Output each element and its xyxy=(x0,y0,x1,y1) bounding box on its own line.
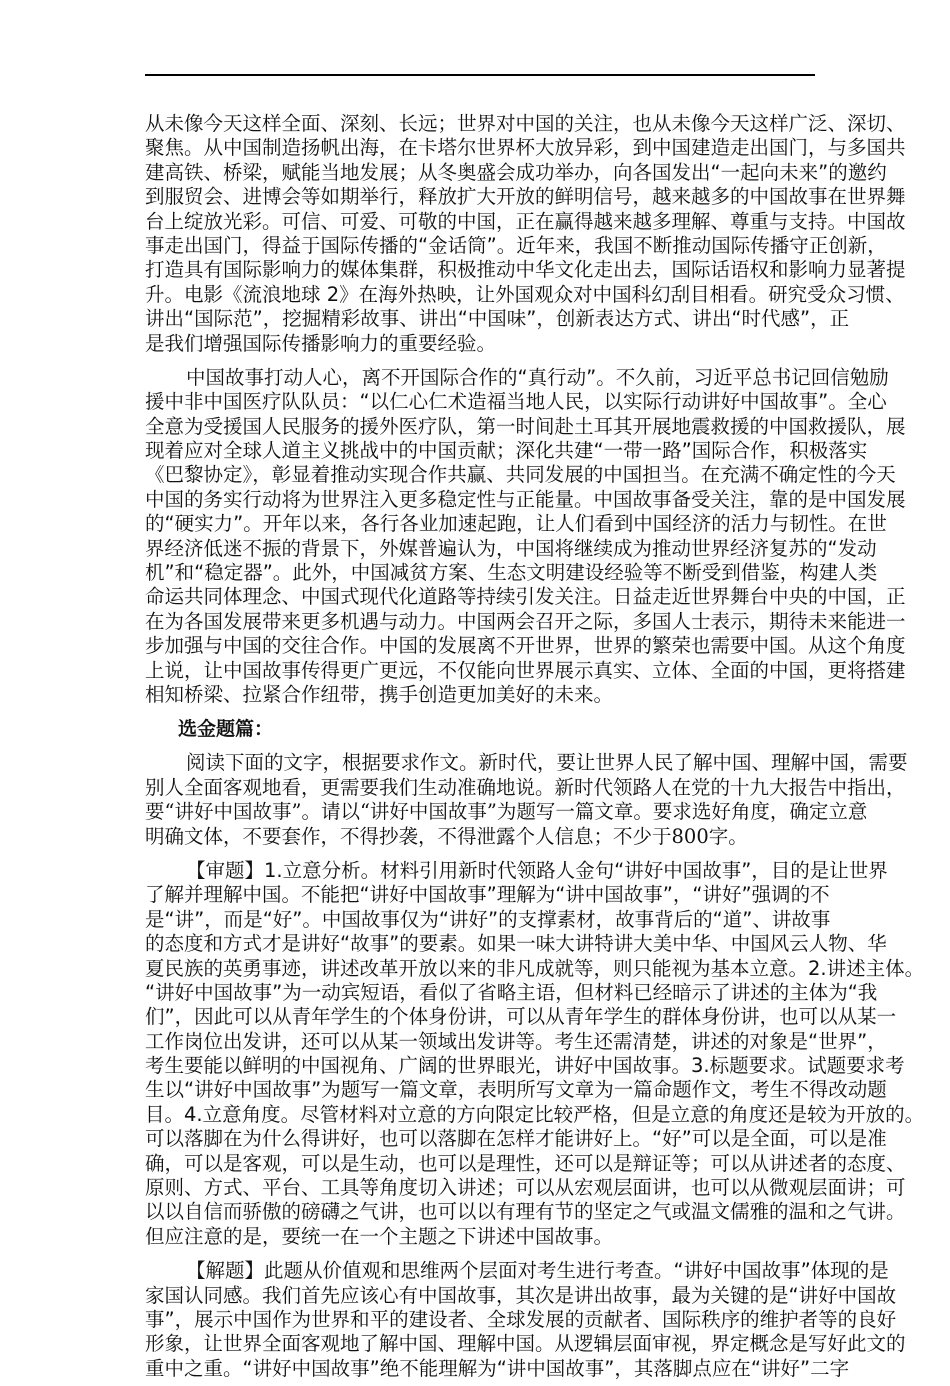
text-line: 夏民族的英勇事迹，讲述改革开放以来的非凡成就等，则只能视为基本立意。2.讲述主体。 xyxy=(145,956,925,980)
text-line: 在为各国发展带来更多机遇与动力。中国两会召开之际，多国人士表示，期待未来能进一 xyxy=(145,609,906,633)
text-line: 的“硬实力”。开年以来，各行各业加速起跑，让人们看到中国经济的活力与韧性。在世 xyxy=(145,512,887,536)
text-line: 命运共同体理念、中国式现代化道路等持续引发关注。日益走近世界舞台中央的中国，正 xyxy=(145,585,906,609)
text-line: 的态度和方式才是讲好“故事”的要素。如果一味大讲特讲大美中华、中国风云人物、华 xyxy=(145,932,887,956)
text-line: 从未像今天这样全面、深刻、长远；世界对中国的关注，也从未像今天这样广泛、深切、 xyxy=(145,112,906,135)
text-line: 聚焦。从中国制造扬帆出海，在卡塔尔世界杯大放异彩，到中国建造走出国门，与多国共 xyxy=(145,136,906,160)
text-line: 现着应对全球人道主义挑战中的中国贡献；深化共建“一带一路”国际合作，积极落实 xyxy=(145,439,868,463)
text-line: 机”和“稳定器”。此外，中国减贫方案、生态文明建设经验等不断受到借鉴，构建人类 xyxy=(145,561,878,585)
text-line: 台上绽放光彩。可信、可爱、可敬的中国，正在赢得越来越多理解、尊重与支持。中国故 xyxy=(145,209,906,233)
text-line: 生以“讲好中国故事”为题写一篇文章，表明所写文章为一篇命题作文，考生不得改动题 xyxy=(145,1078,887,1102)
text-line: 《巴黎协定》，彰显着推动实现合作共赢、共同发展的中国担当。在充满不确定性的今天 xyxy=(145,463,896,487)
text-line: 事”，展示中国作为世界和平的建设者、全球发展的贡献者、国际秩序的维护者等的良好 xyxy=(145,1307,897,1331)
text-line: 相知桥梁、拉紧合作纽带，携手创造更加美好的未来。 xyxy=(145,682,614,706)
text-line: 目。4.立意角度。尽管材料对立意的方向限定比较严格，但是立意的角度还是较为开放的。 xyxy=(145,1102,925,1126)
text-line: 打造具有国际影响力的媒体集群，积极推动中华文化走出去，国际话语权和影响力显著提 xyxy=(145,258,906,282)
text-line: 事走出国门，得益于国际传播的“金话筒”。近年来，我国不断推动国际传播守正创新， xyxy=(145,233,887,257)
text-line: 考生要能以鲜明的中国视角、广阔的世界眼光，讲好中国故事。3.标题要求。试题要求考 xyxy=(145,1054,905,1078)
essay-prompt xyxy=(145,751,908,849)
text-line: 明确文体，不要套作，不得抄袭，不得泄露个人信息；不少于800字。 xyxy=(145,824,748,848)
text-line: 援中非中国医疗队队员：“以仁心仁术造福当地人民，以实际行动讲好中国故事”。全心 xyxy=(145,390,887,414)
text-line: 但应注意的是，要统一在一个主题之下讲述中国故事。 xyxy=(145,1224,614,1248)
text-line: 了解并理解中国。不能把“讲好中国故事”理解为“讲中国故事”，“讲好”强调的不 xyxy=(145,883,830,907)
text-line: 形象，让世界全面客观地了解中国、理解中国。从逻辑层面审视，界定概念是写好此文的 xyxy=(145,1332,906,1356)
header-rule xyxy=(145,74,815,76)
text-line: 讲出“国际范”，挖掘精彩故事、讲出“中国味”，创新表达方式、讲出“时代感”，正 xyxy=(145,307,850,331)
text-line: 中国的务实行动将为世界注入更多稳定性与正能量。中国故事备受关注，靠的是中国发展 xyxy=(145,487,906,511)
text-line: 以以自信而骄傲的磅礴之气讲，也可以以有理有节的坚定之气或温文儒雅的温和之气讲。 xyxy=(145,1200,906,1224)
text-line: 界经济低迷不振的背景下，外媒普遍认为，中国将继续成为推动世界经济复苏的“发动 xyxy=(145,536,877,560)
text-line: 可以落脚在为什么得讲好，也可以落脚在怎样才能讲好上。“好”可以是全面，可以是准 xyxy=(145,1127,887,1151)
text-line: 确，可以是客观，可以是生动，也可以是理性，还可以是辩证等；可以从讲述者的态度、 xyxy=(145,1151,906,1175)
text-line: 家国认同感。我们首先应该心有中国故事，其次是讲出故事，最为关键的是“讲好中国故 xyxy=(145,1283,897,1307)
text-line: 原则、方式、平台、工具等角度切入讲述；可以从宏观层面讲，也可以从微观层面讲；可 xyxy=(145,1176,906,1200)
text-line: 工作岗位出发讲，还可以从某一领域出发讲等。考生还需清楚，讲述的对象是“世界”， xyxy=(145,1029,887,1053)
paragraph-cooperation xyxy=(145,365,906,707)
text-line: 建高铁、桥梁，赋能当地发展；从冬奥盛会成功举办，向各国发出“一起向未来”的邀约 xyxy=(145,160,887,184)
text-line: 阅读下面的文字，根据要求作文。新时代，要让世界人民了解中国、理解中国，需要 xyxy=(186,751,908,775)
text-line: 要“讲好中国故事”。请以“讲好中国故事”为题写一篇文章。要求选好角度，确定立意 xyxy=(145,800,868,824)
text-line: 重中之重。“讲好中国故事”绝不能理解为“讲中国故事”，其落脚点应在“讲好”二字 xyxy=(145,1356,850,1380)
text-line: 别人全面客观地看，更需要我们生动准确地说。新时代领路人在党的十九大报告中指出， xyxy=(145,775,906,799)
text-line: 升。电影《流浪地球 2》在海外热映，让外国观众对中国科幻刮目相看。研究受众习惯、 xyxy=(145,282,905,306)
text-line: 全意为受援国人民服务的援外医疗队，第一时间赴土耳其开展地震救援的中国救援队，展 xyxy=(145,414,906,438)
solution-paragraph xyxy=(145,1259,906,1381)
text-line: 步加强与中国的交往合作。中国的发展离不开世界，世界的繁荣也需要中国。从这个角度 xyxy=(145,634,906,658)
paragraph-intro-continued xyxy=(145,112,906,356)
text-line: 们”，因此可以从青年学生的个体身份讲，可以从青年学生的群体身份讲，也可以从某一 xyxy=(145,1005,897,1029)
section-heading: 选金题篇： xyxy=(178,718,274,741)
text-line: 到服贸会、进博会等如期举行，释放扩大开放的鲜明信号，越来越多的中国故事在世界舞 xyxy=(145,185,906,209)
text-line: “讲好中国故事”为一动宾短语，看似了省略主语，但材料已经暗示了讲述的主体为“我 xyxy=(145,980,878,1004)
text-line: 中国故事打动人心，离不开国际合作的“真行动”。不久前，习近平总书记回信勉励 xyxy=(186,365,889,389)
text-line: 【解题】此题从价值观和思维两个层面对考生进行考查。“讲好中国故事”体现的是 xyxy=(186,1259,889,1283)
text-line: 是我们增强国际传播影响力的重要经验。 xyxy=(145,331,497,355)
text-line: 上说，让中国故事传得更广更远，不仅能向世界展示真实、立体、全面的中国，更将搭建 xyxy=(145,658,906,682)
text-line: 【审题】1.立意分析。材料引用新时代领路人金句“讲好中国故事”，目的是让世界 xyxy=(186,858,888,882)
document-body xyxy=(145,112,925,1386)
analysis-paragraph xyxy=(145,858,925,1249)
text-line: 是“讲”，而是“好”。中国故事仅为“讲好”的支撑素材，故事背后的“道”、讲故事 xyxy=(145,907,831,931)
